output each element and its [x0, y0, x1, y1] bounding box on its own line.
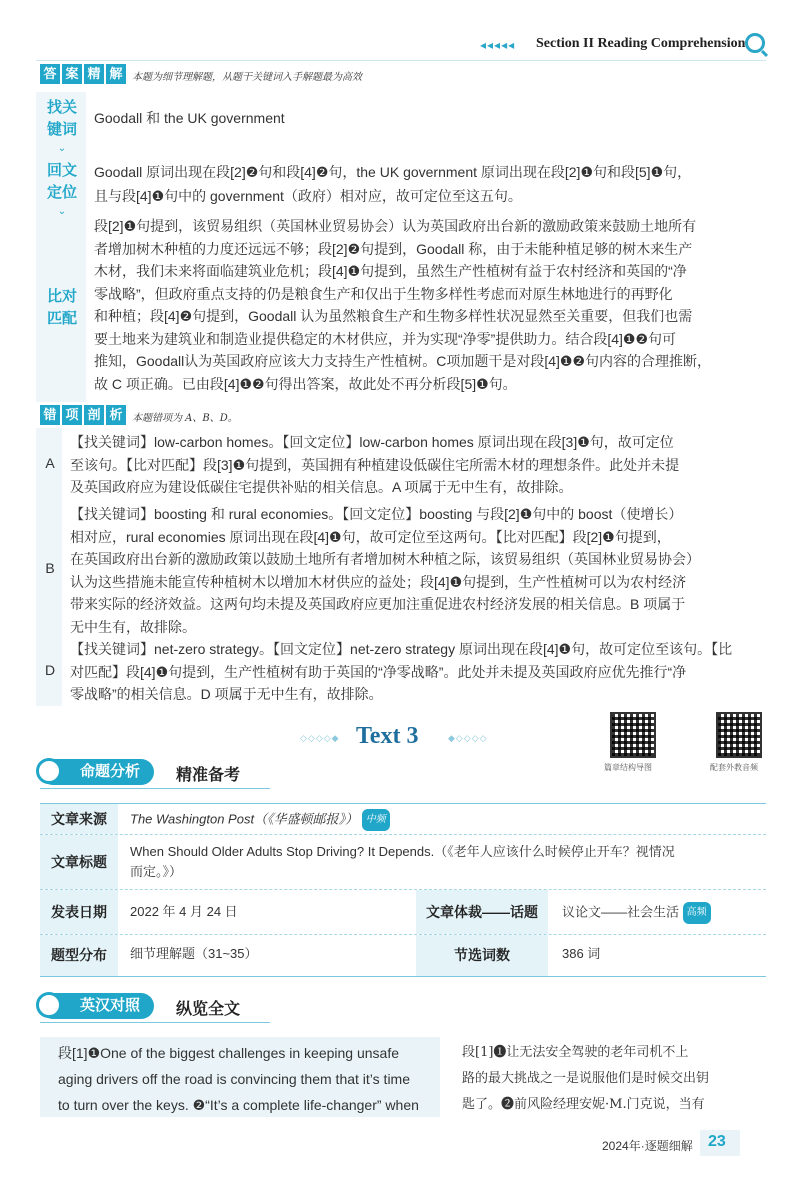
section-title: Section II Reading Comprehension: [536, 36, 746, 51]
step-match-text: [94, 215, 774, 395]
english-passage: [58, 1040, 438, 1118]
tag-char: 精: [84, 64, 104, 84]
wrong-options-note: 本题错项为 A、B、D。: [132, 413, 238, 424]
option-letter-a: A: [45, 455, 55, 471]
chevron-down-icon: ⌄: [57, 143, 67, 154]
title-label: 文章标题: [40, 835, 118, 889]
step-match-label: [42, 286, 82, 330]
source-label: 文章来源: [40, 804, 118, 834]
search-q-icon: [745, 33, 765, 53]
tag-char: 析: [106, 405, 126, 425]
text-line: 而定。》）: [130, 864, 183, 879]
text3-deco-right: ◆◇◇◇◇: [448, 733, 488, 743]
text3-title: Text 3: [356, 723, 419, 749]
text-line: to turn over the keys. ❷“It’s a complete life-changer” when: [58, 1097, 419, 1113]
text-line: 在英国政府出台新的激励政策以鼓励土地所有者增加树木种植之际，该贸易组织（英国林业贸易协会）: [70, 551, 700, 567]
qr-caption-audio: 配套外教音频: [710, 763, 758, 772]
bilingual-pill: 英汉对照: [40, 993, 154, 1019]
step-label-line: 定位: [46, 184, 77, 201]
step-label-line: 找关: [46, 99, 77, 116]
text-line: 路的最大挑战之一是说服他们是时候交出钥: [462, 1071, 710, 1086]
text-line: 段[2]❶句提到，该贸易组织（英国林业贸易协会）认为英国政府出台新的激励政策来鼓励土地所有: [94, 218, 697, 234]
option-letter-b: B: [45, 560, 55, 576]
text-line: 带来实际的经济效益。这两句均未提及英国政府应更加注重促进农村经济发展的相关信息。B 项属于: [70, 596, 686, 612]
tag-char: 解: [106, 64, 126, 84]
text-line: 段[1]❶One of the biggest challenges in keeping unsafe: [58, 1045, 399, 1061]
text-line: 对匹配】段[4]❶句提到，生产性植树有助于英国的“净零战略”。此处并未提及英国政府应优先推行“净: [70, 663, 687, 680]
step-find-keyword-text: Goodall 和 the UK government: [94, 110, 285, 126]
tag-char: 案: [62, 64, 82, 84]
header-arrows: ◂◂◂◂◂: [480, 38, 516, 52]
search-icon: [36, 758, 62, 784]
step-locate-text: [94, 160, 774, 208]
text-line: 者增加树木种植的力度还远远不够；段[2]❷句提到，Goodall 称，由于未能种植足够的树木来生产: [94, 240, 693, 257]
page-number: 23: [708, 1133, 726, 1150]
genre-label: 文章体裁——话题: [416, 890, 548, 934]
qtype-label: 题型分布: [40, 935, 118, 976]
text-line: 段[1]❶让无法安全驾驶的老年司机不上: [462, 1045, 689, 1060]
qr-caption-structure: 篇章结构导图: [604, 763, 652, 772]
chinese-passage: [462, 1040, 768, 1118]
step-label-line: 键词: [46, 121, 77, 138]
source-value: [130, 809, 390, 831]
row-divider: [40, 889, 766, 890]
qr-code-structure[interactable]: [610, 712, 656, 758]
text-line: 相对应，rural economies 原词出现在段[4]❶句，故可定位至这两句。【比对匹配】段[2]❶句提到，: [70, 528, 671, 545]
analysis-underline: [40, 788, 270, 789]
text-line: 且与段[4]❶句中的 government（政府）相对应，故可定位至这五句。: [94, 188, 522, 204]
row-divider: [40, 934, 766, 935]
text-line: 认为这些措施未能宣传种植树木以增加木材供应的益处；段[4]❶句提到，生产性植树可以为农村经济: [70, 573, 687, 590]
answer-explain-note: 本题为细节理解题，从题干关键词入手解题最为高效: [132, 72, 362, 83]
analysis-pill: 命题分析: [40, 759, 154, 785]
wordcount-label: 节选词数: [416, 935, 548, 976]
analysis-subtitle: 精准备考: [176, 767, 241, 784]
tag-char: 项: [62, 405, 82, 425]
step-locate-label: [42, 160, 82, 204]
text-line: Goodall 原词出现在段[2]❷句和段[4]❷句，the UK government 原词出现在段[2]❶句和段[5]❶句，: [94, 164, 692, 180]
text-line: 和种植；段[4]❷句提到，Goodall 认为虽然粮食生产和生物多样性状况显然至关重要，但我们也需: [94, 308, 693, 324]
option-b-text: [70, 503, 770, 638]
text-line: 推知，Goodall认为英国政府应该大力支持生产性植树。C项加题干是对段[4]❶❷句内容的合理推断，: [94, 353, 712, 369]
text-line: 零战略”，但政府重点支持的仍是粮食生产和仅出于生物多样性考虑而对原生林地进行的再野化: [94, 285, 673, 302]
text-line: 无中生有，故排除。: [70, 618, 196, 635]
text-line: 【找关键词】low-carbon homes。【回文定位】low-carbon homes 原词出现在段[3]❶句，故可定位: [70, 434, 674, 450]
text3-deco-left: ◇◇◇◇◆: [300, 733, 340, 743]
wordcount-value: 386 词: [562, 946, 601, 961]
text-line: 至该句。【比对匹配】段[3]❶句提到，英国拥有种植建设低碳住宅所需木材的理想条件。此处并未提: [70, 456, 680, 473]
genre-value: [562, 902, 711, 924]
tag-char: 错: [40, 405, 60, 425]
footer-book-label: 2024年·逐题细解: [602, 1139, 693, 1153]
text-line: 木材，我们未来将面临建筑业危机；段[4]❶句提到，虽然生产性植树有益于农村经济和英国的“净: [94, 263, 687, 279]
option-a-text: [70, 431, 770, 499]
tag-char: 答: [40, 64, 60, 84]
bilingual-subtitle: 纵览全文: [176, 1001, 241, 1018]
header-divider: [36, 60, 766, 61]
bilingual-underline: [40, 1022, 270, 1023]
genre-value-text: 议论文——社会生活: [562, 904, 680, 920]
frequency-badge: 中频: [362, 809, 390, 831]
frequency-badge: 高频: [683, 902, 711, 924]
source-value-text: The Washington Post（《华盛顿邮报》）: [130, 811, 359, 827]
text-line: 匙了。❷前风险经理安妮·M.门克说，当有: [462, 1097, 705, 1112]
search-icon: [36, 992, 62, 1018]
date-value: 2022 年 4 月 24 日: [130, 904, 238, 919]
chevron-down-icon: ⌄: [57, 206, 67, 217]
text-line: 零战略”的相关信息。D 项属于无中生有，故排除。: [70, 686, 383, 702]
qtype-value: 细节理解题（31~35）: [130, 946, 258, 961]
option-d-text: [70, 638, 770, 706]
step-find-keyword-label: [42, 97, 82, 141]
text-line: 【找关键词】net-zero strategy。【回文定位】net-zero strategy 原词出现在段[4]❶句，故可定位至该句。【比: [70, 641, 733, 657]
step-label-line: 匹配: [46, 310, 77, 327]
text-line: aging drivers off the road is convincing them that it’s time: [58, 1071, 410, 1087]
option-letter-d: D: [44, 662, 56, 678]
qr-code-audio[interactable]: [716, 712, 762, 758]
text-line: When Should Older Adults Stop Driving? It Depends.（《老年人应该什么时候停止开车？视情况: [130, 844, 675, 859]
step-label-line: 回文: [46, 162, 77, 179]
tag-char: 剖: [84, 405, 104, 425]
wrong-options-tag: [40, 405, 126, 425]
text-line: 故 C 项正确。已由段[4]❶❷句得出答案，故此处不再分析段[5]❶句。: [94, 375, 517, 392]
title-value: [130, 842, 766, 882]
text-line: 及英国政府应为建设低碳住宅提供补贴的相关信息。A 项属于无中生有，故排除。: [70, 479, 573, 495]
text-line: 要土地来为建筑业和制造业提供稳定的木材供应，并为实现“净零”提供助力。结合段[4]❶❷句可: [94, 330, 676, 347]
date-label: 发表日期: [40, 890, 118, 934]
row-divider: [40, 834, 766, 835]
answer-explain-tag: [40, 64, 126, 84]
text-line: 【找关键词】boosting 和 rural economies。【回文定位】boosting 与段[2]❶句中的 boost（使增长）: [70, 506, 683, 522]
step-label-line: 比对: [46, 288, 77, 305]
